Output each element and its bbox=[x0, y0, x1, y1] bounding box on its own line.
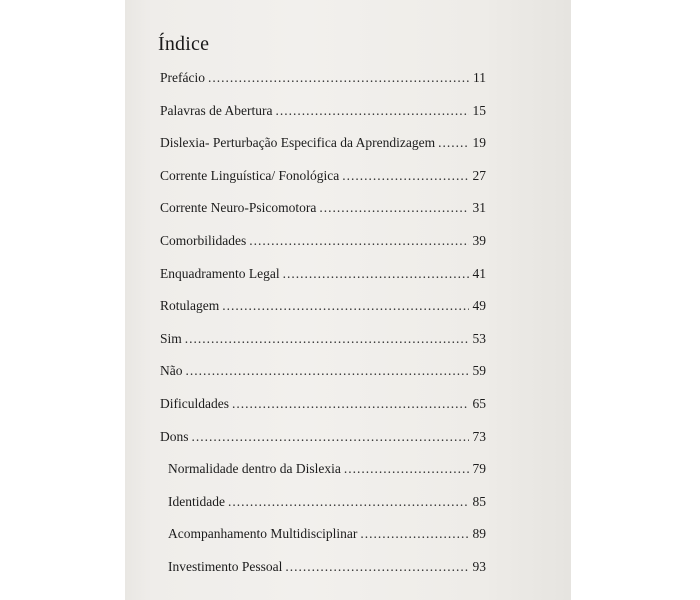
toc-entry-title: Dificuldades bbox=[160, 395, 229, 411]
toc-entry bbox=[160, 394, 486, 427]
toc-entry-title: Normalidade dentro da Dislexia bbox=[168, 461, 341, 477]
toc-entry-title: Enquadramento Legal bbox=[160, 265, 280, 281]
dot-leader bbox=[186, 361, 470, 381]
toc-page-number: 73 bbox=[472, 428, 486, 444]
dot-leader bbox=[185, 329, 469, 349]
toc-entry-title: Não bbox=[160, 363, 183, 379]
toc-entry bbox=[160, 101, 486, 134]
dot-leader bbox=[249, 231, 469, 251]
toc-entry-title: Palavras de Abertura bbox=[160, 102, 273, 118]
toc-entry-title: Investimento Pessoal bbox=[168, 558, 283, 574]
toc-entry bbox=[160, 492, 486, 525]
toc-entry bbox=[160, 557, 486, 590]
toc-page-number: 11 bbox=[473, 70, 486, 85]
toc-entry bbox=[160, 361, 486, 394]
dot-leader bbox=[222, 296, 469, 316]
dot-leader bbox=[228, 492, 469, 512]
toc-page-number: 31 bbox=[472, 200, 486, 216]
toc-entry bbox=[160, 459, 486, 492]
toc-entry bbox=[160, 68, 486, 101]
toc-page-number: 93 bbox=[472, 558, 486, 574]
toc-entry bbox=[160, 329, 486, 362]
toc-page-number: 41 bbox=[472, 265, 486, 281]
dot-leader bbox=[360, 524, 469, 544]
toc-entry-title: Comorbilidades bbox=[160, 232, 247, 248]
toc-entry-title: Acompanhamento Multidisciplinar bbox=[168, 526, 358, 542]
toc-entry-title: Prefácio bbox=[160, 70, 205, 85]
toc-page-number: 79 bbox=[472, 461, 486, 477]
dot-leader bbox=[342, 166, 469, 186]
toc-page-number: 19 bbox=[472, 135, 486, 151]
toc-page-number: 89 bbox=[472, 526, 486, 542]
toc-page-number: 65 bbox=[472, 395, 486, 411]
toc-entry-title: Sim bbox=[160, 330, 182, 346]
toc-entry bbox=[160, 264, 486, 297]
toc-entry-title: Corrente Linguística/ Fonológica bbox=[160, 167, 340, 183]
toc-page-number: 49 bbox=[472, 298, 486, 314]
toc-entry bbox=[160, 231, 486, 264]
toc-page-number: 39 bbox=[472, 232, 486, 248]
toc-entry-title: Dons bbox=[160, 428, 189, 444]
toc-entry-title: Identidade bbox=[168, 493, 225, 509]
toc-entry-title: Dislexia- Perturbação Especifica da Aprendizagem bbox=[160, 135, 436, 151]
dot-leader bbox=[344, 459, 469, 479]
toc-entry-title: Rotulagem bbox=[160, 298, 220, 314]
toc-entry bbox=[160, 524, 486, 557]
page-title: Índice bbox=[158, 33, 210, 55]
dot-leader bbox=[208, 68, 469, 88]
toc-page-number: 85 bbox=[472, 493, 486, 509]
dot-leader bbox=[232, 394, 469, 414]
toc-entry bbox=[160, 427, 486, 460]
toc-entry-title: Corrente Neuro-Psicomotora bbox=[160, 200, 317, 216]
toc-page-number: 53 bbox=[472, 330, 486, 346]
toc-entry bbox=[160, 198, 486, 231]
dot-leader bbox=[319, 198, 469, 218]
dot-leader bbox=[285, 557, 469, 577]
toc-page-number: 59 bbox=[472, 363, 486, 379]
toc-entry bbox=[160, 166, 486, 199]
toc-entry bbox=[160, 133, 486, 166]
toc-page-number: 27 bbox=[472, 167, 486, 183]
toc-page-number: 15 bbox=[472, 102, 486, 118]
table-of-contents bbox=[160, 68, 486, 590]
dot-leader bbox=[192, 427, 469, 447]
dot-leader bbox=[275, 101, 469, 121]
toc-entry bbox=[160, 296, 486, 329]
dot-leader bbox=[438, 133, 469, 153]
dot-leader bbox=[283, 264, 469, 284]
